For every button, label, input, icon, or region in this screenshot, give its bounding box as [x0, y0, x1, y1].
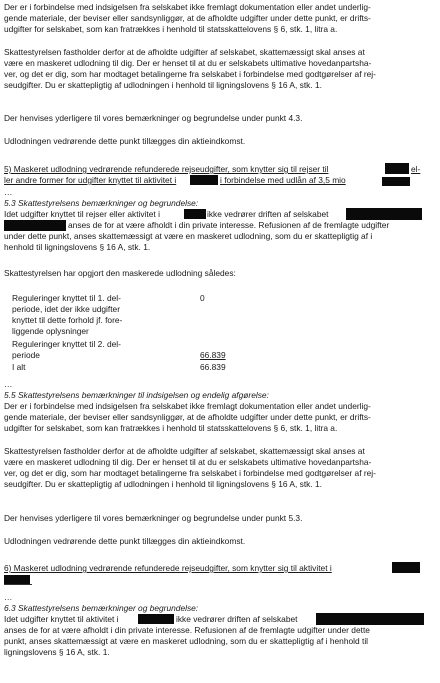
section-5-heading [4, 164, 328, 175]
paragraph-line: udgifter for selskabet, som kan fratrækkes i henhold til statsskattelovens § 6, stk. 1, litra a. [4, 24, 338, 34]
table-row-label: periode, idet der ikke udgifter [12, 304, 121, 314]
heading-underline [4, 584, 32, 585]
table-row-value: 66.839 [200, 350, 226, 360]
heading-text: 5) Maskeret udlodning vedrørende refunderede rejseudgifter, som knytter sig til rejser til [4, 164, 329, 174]
paragraph-line: ver, og det er dig, som har modtaget betalingerne fra selskabet i forbindelse med godtgørelser af rej- [4, 468, 376, 478]
heading-text: el- [411, 164, 421, 174]
paragraph-line: være en maskeret udlodning til dig. Der er henset til at du er selskabets ultimative hovedanpartsha- [4, 58, 372, 68]
table-row-label: Reguleringer knyttet til 1. del- [12, 293, 121, 303]
section-5-3-title: 5.3 Skattestyrelsens bemærkninger og begrundelse: [4, 198, 199, 208]
redaction-bar [316, 613, 424, 625]
paragraph-line: punkt, anses skattemæssigt at være en maskeret udlodning, som du er skattepligtig af i henhold til [4, 636, 369, 646]
redaction-bar [4, 575, 30, 584]
paragraph-line: Der er i forbindelse med indsigelsen fra selskabet ikke fremlagt dokumentation eller andet underlig- [4, 2, 371, 12]
table-total-value: 66.839 [200, 362, 226, 372]
paragraph-line: gende materiale, der beviser eller sandsynliggør, at de afholdte udgifter under dette punkt, er drifts- [4, 13, 371, 23]
paragraph-line: ligningslovens § 16 A, stk. 1. [4, 647, 110, 657]
redaction-bar [184, 209, 206, 219]
table-row-label: Reguleringer knyttet til 2. del- [12, 339, 121, 349]
ellipsis: … [4, 187, 13, 197]
table-row-label: liggende oplysninger [12, 326, 89, 336]
section-6-heading: 6) Maskeret udlodning vedrørende refunderede rejseudgifter, som knytter sig til aktivitet i [4, 563, 332, 573]
paragraph-line: Udlodningen vedrørende dette punkt tillægges din aktieindkomst. [4, 136, 246, 146]
heading-text: i forbindelse med udlån af 3,5 mio [220, 175, 346, 185]
paragraph-line: Idet udgifter knyttet til aktivitet i [4, 614, 119, 624]
paragraph-line: ikke vedrører driften af selskabet [207, 209, 329, 219]
table-row-value: 0 [200, 293, 205, 303]
paragraph-line: Der henvises yderligere til vores bemærkninger og begrundelse under punkt 4.3. [4, 113, 303, 123]
paragraph-line: under dette punkt, anses skattemæssigt at være en maskeret udlodning, som du er skattepligtig af i [4, 231, 373, 241]
paragraph-line: Skattestyrelsen har opgjort den maskerede udlodning således: [4, 268, 236, 278]
paragraph-line: Skattestyrelsen fastholder derfor at de afholdte udgifter af selskabet, skattemæssigt skal anses at [4, 47, 365, 57]
paragraph-line: være en maskeret udlodning til dig. Der er henset til at du er selskabets ultimative hovedanpartsha- [4, 457, 372, 467]
section-5-5-title: 5.5 Skattestyrelsens bemærkninger til indsigelsen og endelig afgørelse: [4, 390, 269, 400]
redaction-bar [346, 208, 422, 220]
paragraph-line: Udlodningen vedrørende dette punkt tillægges din aktieindkomst. [4, 536, 246, 546]
redaction-bar [138, 614, 174, 624]
redaction-bar [392, 562, 420, 573]
paragraph-line: anses de for at være afholdt i din private interesse. Refusionen af de fremlagte udgifter [68, 220, 390, 230]
heading-text: ler andre former for udgifter knyttet til aktivitet i [4, 175, 177, 185]
paragraph-line: Skattestyrelsen fastholder derfor at de afholdte udgifter af selskabet, skattemæssigt skal anses at [4, 446, 365, 456]
paragraph-line: seudgifter. Du er skattepligtig af udlodningen i henhold til ligningslovens § 16 A, stk. 1. [4, 479, 322, 489]
redaction-bar [382, 177, 410, 186]
ellipsis: … [4, 592, 13, 602]
paragraph-line: anses de for at være afholdt i din private interesse. Refusionen af de fremlagte udgifter under dette [4, 625, 370, 635]
redaction-bar [190, 175, 218, 185]
paragraph-line: gende materiale, der beviser eller sandsynliggør, at de afholdte udgifter under dette punkt, er drifts- [4, 412, 371, 422]
table-row-label: periode [12, 350, 40, 360]
paragraph-line: Idet udgifter knyttet til rejser eller aktivitet i [4, 209, 160, 219]
table-total-label: I alt [12, 362, 26, 372]
paragraph-line: Der er i forbindelse med indsigelsen fra selskabet ikke fremlagt dokumentation eller andet underlig- [4, 401, 371, 411]
paragraph-line: Der henvises yderligere til vores bemærkninger og begrundelse under punkt 5.3. [4, 513, 303, 523]
redaction-bar [385, 163, 409, 174]
table-row-label: knyttet til dette forhold jf. fore- [12, 315, 123, 325]
paragraph-line: seudgifter. Du er skattepligtig af udlodningen i henhold til ligningslovens § 16 A, stk. 1. [4, 80, 322, 90]
paragraph-line: ikke vedrører driften af selskabet [176, 614, 298, 624]
section-6-3-title: 6.3 Skattestyrelsens bemærkninger og begrundelse: [4, 603, 199, 613]
paragraph-line: udgifter for selskabet, som kan fratrækkes i henhold til statsskattelovens § 6, stk. 1, litra a. [4, 423, 338, 433]
paragraph-line: ver, og det er dig, som har modtaget betalingerne fra selskabet i forbindelse med godtgørelser af rej- [4, 69, 376, 79]
paragraph-line: henhold til ligningslovens § 16 A, stk. 1. [4, 242, 151, 252]
redaction-bar [4, 220, 66, 231]
ellipsis: … [4, 379, 13, 389]
